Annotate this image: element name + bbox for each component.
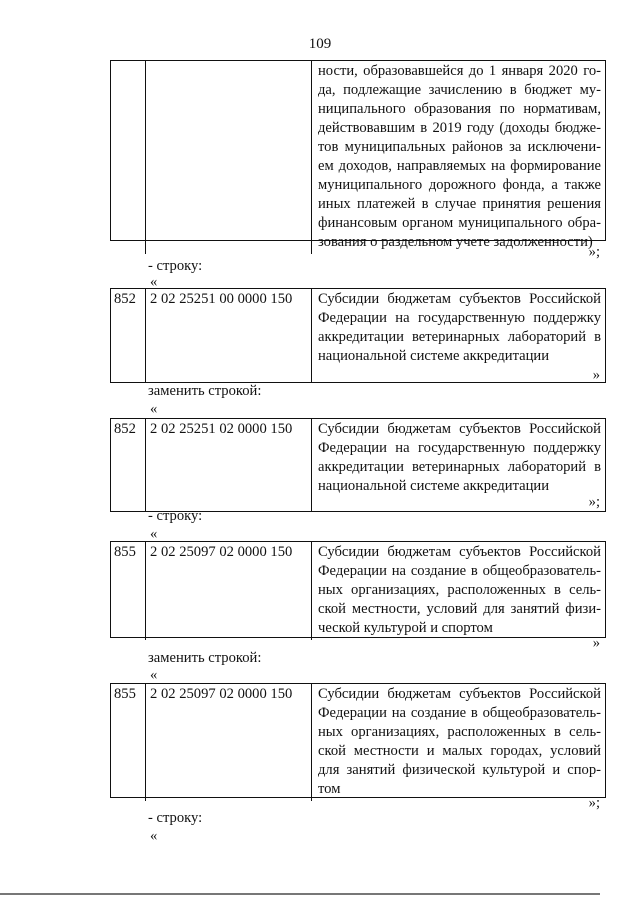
description-line: Федерации на создание в общеобразователь- — [318, 705, 601, 721]
description-line: ниципального образования по нормативам, — [318, 101, 601, 117]
description-cell — [311, 684, 605, 801]
description-line: ем доходов, направляемых на формирование — [318, 158, 601, 174]
description-line: Субсидии бюджетам субъектов Российской — [318, 291, 601, 307]
description-line: иных платежей в случае принятия решения — [318, 196, 601, 212]
page-bottom-divider — [0, 893, 600, 895]
table-row — [110, 541, 606, 638]
kbk-cell: 2 02 25251 02 0000 150 — [145, 419, 311, 511]
code-cell: 855 — [114, 686, 136, 702]
description-line: действовавшим в 2019 году (доходы бюдже- — [318, 120, 601, 136]
kbk-cell: 2 02 25251 00 0000 150 — [145, 289, 311, 382]
table-row — [110, 418, 606, 512]
code-cell: 852 — [114, 421, 136, 437]
description-line: аккредитации ветеринарных лабораторий в — [318, 459, 601, 475]
closing-quote: »; — [588, 244, 600, 260]
description-line: для занятий физической культурой и спор- — [318, 762, 601, 778]
description-line: зования о раздельном учете задолженности) — [318, 234, 593, 250]
page-number: 109 — [308, 36, 332, 52]
code-cell: 855 — [114, 544, 136, 560]
description-line: Федерации на государственную поддержку — [318, 440, 601, 456]
kbk-cell: 2 02 25097 02 0000 150 — [145, 684, 311, 801]
description-line: ской местности, условий для занятий физи- — [318, 601, 601, 617]
instruction-row: - строку: — [148, 258, 203, 274]
kbk-cell: 2 02 25097 02 0000 150 — [145, 542, 311, 640]
opening-quote: « — [150, 667, 158, 683]
description-line: финансовым органом муниципального обра- — [318, 215, 601, 231]
description-line: ской местности и малых городах, условий — [318, 743, 601, 759]
description-cell — [311, 542, 605, 640]
description-line: аккредитации ветеринарных лабораторий в — [318, 329, 601, 345]
description-line: муниципального дорожного фонда, а также — [318, 177, 601, 193]
opening-quote: « — [150, 828, 158, 844]
instruction-replace: заменить строкой: — [148, 650, 262, 666]
opening-quote: « — [150, 401, 158, 417]
table-row — [110, 60, 606, 250]
description-line: Субсидии бюджетам субъектов Российской — [318, 544, 601, 560]
table-row — [110, 288, 606, 383]
description-line: ных организациях, расположенных в сель- — [318, 582, 601, 598]
description-line: ческой культурой и спортом — [318, 620, 493, 636]
description-line: да, подлежащие зачислению в бюджет му- — [318, 82, 601, 98]
instruction-replace: заменить строкой: — [148, 383, 262, 399]
instruction-row: - строку: — [148, 810, 203, 826]
kbk-cell — [145, 61, 311, 254]
opening-quote: « — [150, 274, 158, 290]
description-cell — [311, 289, 605, 382]
description-line: Федерации на создание в общеобразователь- — [318, 563, 601, 579]
description-line: Федерации на государственную поддержку — [318, 310, 601, 326]
opening-quote: « — [150, 526, 158, 542]
table-row — [110, 683, 606, 798]
description-line: ности, образовавшейся до 1 января 2020 го- — [318, 63, 601, 79]
description-line: Субсидии бюджетам субъектов Российской — [318, 686, 601, 702]
description-line: том — [318, 781, 341, 797]
closing-quote: » — [592, 635, 600, 651]
description-cell — [311, 61, 605, 254]
closing-quote: »; — [588, 795, 600, 811]
description-line: ных организациях, расположенных в сель- — [318, 724, 601, 740]
code-cell — [111, 61, 145, 254]
description-line: тов муниципальных районов за исключени- — [318, 139, 601, 155]
description-line: национальной системе аккредитации — [318, 478, 550, 494]
instruction-row: - строку: — [148, 508, 203, 524]
closing-quote: »; — [588, 494, 600, 510]
description-line: национальной системе аккредитации — [318, 348, 550, 364]
description-line: Субсидии бюджетам субъектов Российской — [318, 421, 601, 437]
description-cell — [311, 419, 605, 511]
closing-quote: » — [592, 367, 600, 383]
code-cell: 852 — [114, 291, 136, 307]
